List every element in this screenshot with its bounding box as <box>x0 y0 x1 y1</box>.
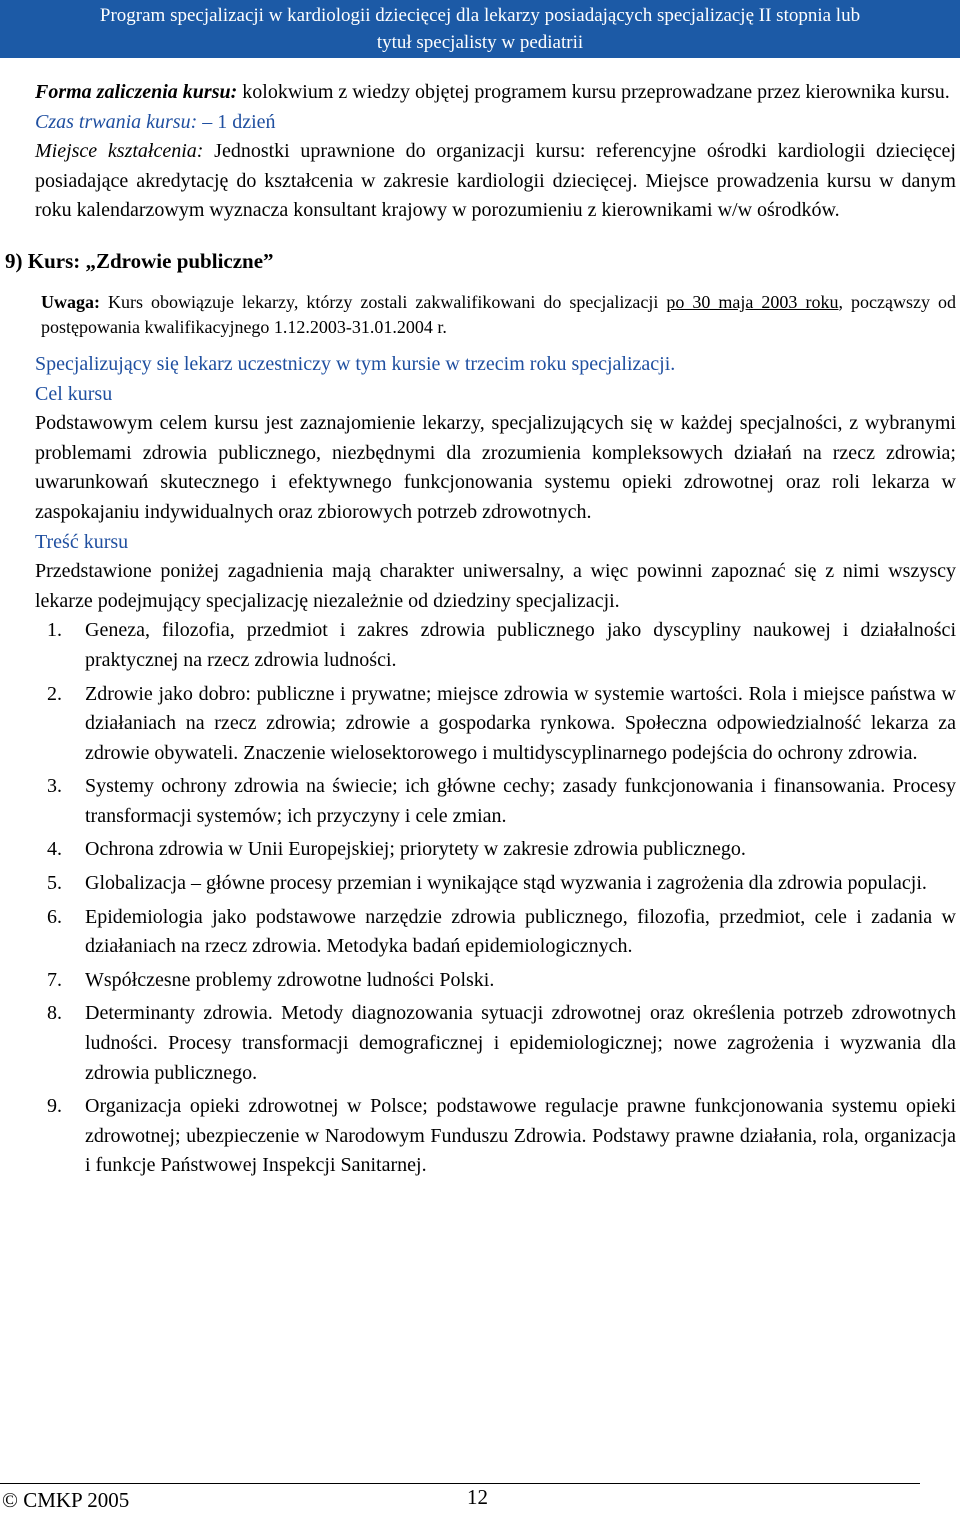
list-item-number: 1. <box>47 619 62 642</box>
uwaga-text-1: Kurs obowiązuje lekarzy, którzy zostali zakwalifikowani do specjalizacji <box>100 291 667 312</box>
list-item-number: 2. <box>47 682 62 705</box>
list-item <box>35 835 956 865</box>
forma-zaliczenia-label: Forma zaliczenia kursu: <box>35 81 238 103</box>
list-item <box>35 999 956 1088</box>
list-item-text: Organizacja opieki zdrowotnej w Polsce; podstawowe regulacje prawne funkcjonowania systemu opieki zdrowotnej; ubezpieczenie w Narodowym Funduszu Zdrowia. Podstawy prawne działania, rola, organizacja i funkcje Państwowej Inspekcji Sanitarnej. <box>85 1095 956 1177</box>
list-item-text: Współczesne problemy zdrowotne ludności Polski. <box>85 968 495 991</box>
document-body <box>5 78 956 1185</box>
course-heading: 9) Kurs: „Zdrowie publiczne” <box>5 248 274 273</box>
list-item-number: 8. <box>47 1002 62 1025</box>
tresc-kursu-heading: Treść kursu <box>35 530 129 553</box>
list-item-number: 6. <box>47 905 62 928</box>
czas-trwania-text: – 1 dzień <box>197 110 276 133</box>
uwaga-text-2: , począwszy od postępowania kwalifikacyjnego 1.12.2003-31.01.2004 r. <box>41 291 956 337</box>
list-item-text: Zdrowie jako dobro: publiczne i prywatne; miejsce zdrowia w systemie wartości. Rola i miejsce państwa w działaniach na rzecz zdrowia; zdrowie a gospodarka rynkowa. Społeczna odpowiedzialność lekarza za zdrowie obywateli. Znaczenie wielosektorowego i multidyscyplinarnego podejścia do ochrony zdrowia. <box>85 682 956 764</box>
list-item <box>35 869 956 899</box>
year-note: Specjalizujący się lekarz uczestniczy w tym kursie w trzecim roku specjalizacji. <box>35 352 676 375</box>
list-item-text: Determinanty zdrowia. Metody diagnozowania sytuacji zdrowotnej oraz określenia potrzeb zdrowotnych ludności. Procesy transformacji demograficznej i epidemiologicznej; nowe zagrożenia i wyzwania dla zdrowia publicznego. <box>85 1002 956 1084</box>
miejsce-ksztalcenia-text: Jednostki uprawnione do organizacji kursu: referencyjne ośrodki kardiologii dziecięcej posiadające akredytację do kształcenia w zakresie kardiologii dziecięcej. Miejsce prowadzenia kursu w danym roku kalendarzowym wyznacza konsultant krajowy w porozumieniu z kierownikami w/w ośrodków. <box>35 140 956 222</box>
list-item-text: Geneza, filozofia, przedmiot i zakres zdrowia publicznego jako dyscypliny naukowej i działalności praktycznej na rzecz zdrowia ludności. <box>85 619 956 671</box>
topics-list <box>35 616 956 1181</box>
cel-kursu-text: Podstawowym celem kursu jest zaznajomienie lekarzy, specjalizujących się w każdej specjalności, z wybranymi problemami zdrowia publicznego, niezbędnymi dla zrozumienia kompleksowych działań na rzecz zdrowia; uwarunkowań skutecznego i efektywnego funkcjonowania systemu opieki zdrowotnej oraz roli lekarza w zaspokajaniu indywidualnych oraz zbiorowych potrzeb zdrowotnych. <box>35 412 956 523</box>
czas-trwania-label: Czas trwania kursu: <box>35 110 198 133</box>
header-title-line-2: tytuł specjalisty w pediatrii <box>376 32 584 53</box>
list-item <box>35 1092 956 1181</box>
miejsce-ksztalcenia-paragraph <box>35 137 956 226</box>
forma-zaliczenia-text: kolokwium z wiedzy objętej programem kursu przeprowadzane przez kierownika kursu. <box>237 81 950 103</box>
list-item-text: Systemy ochrony zdrowia na świecie; ich główne cechy; zasady funkcjonowania i finansowania. Procesy transformacji systemów; ich przyczyny i cele zmian. <box>85 775 956 827</box>
list-item-number: 4. <box>47 838 62 861</box>
list-item-text: Ochrona zdrowia w Unii Europejskiej; priorytety w zakresie zdrowia publicznego. <box>85 838 746 861</box>
header-title-line-1: Program specjalizacji w kardiologii dziecięcej dla lekarzy posiadających specjalizację II stopnia lub <box>99 5 861 26</box>
list-item-number: 7. <box>47 968 62 991</box>
list-item <box>35 772 956 831</box>
uwaga-label: Uwaga: <box>41 291 100 312</box>
uwaga-underlined-date: po 30 maja 2003 roku <box>666 291 839 312</box>
page-header <box>0 0 960 58</box>
czas-trwania-paragraph <box>35 108 956 138</box>
list-item-number: 9. <box>47 1095 62 1118</box>
footer-copyright: © CMKP 2005 <box>2 1488 130 1512</box>
forma-zaliczenia-paragraph <box>35 78 956 108</box>
list-item-text: Globalizacja – główne procesy przemian i wynikające stąd wyzwania i zagrożenia dla zdrowia populacji. <box>85 872 927 895</box>
footer-divider <box>0 1483 920 1484</box>
tresc-kursu-text: Przedstawione poniżej zagadnienia mają charakter uniwersalny, a więc powinni zapoznać się z nimi wszyscy lekarze podejmujący specjalizację niezależnie od dziedziny specjalizacji. <box>35 560 956 612</box>
list-item-number: 3. <box>47 775 62 798</box>
list-item <box>35 966 956 996</box>
uwaga-note <box>41 290 956 340</box>
cel-kursu-heading: Cel kursu <box>35 382 113 405</box>
miejsce-ksztalcenia-label: Miejsce kształcenia: <box>35 140 204 163</box>
list-item <box>35 616 956 675</box>
list-item-number: 5. <box>47 872 62 895</box>
list-item-text: Epidemiologia jako podstawowe narzędzie zdrowia publicznego, filozofia, przedmiot, cele i zadania w działaniach na rzecz zdrowia. Metodyka badań epidemiologicznych. <box>85 905 956 958</box>
list-item <box>35 680 956 769</box>
list-item <box>35 903 956 962</box>
page-number: 12 <box>467 1485 488 1509</box>
